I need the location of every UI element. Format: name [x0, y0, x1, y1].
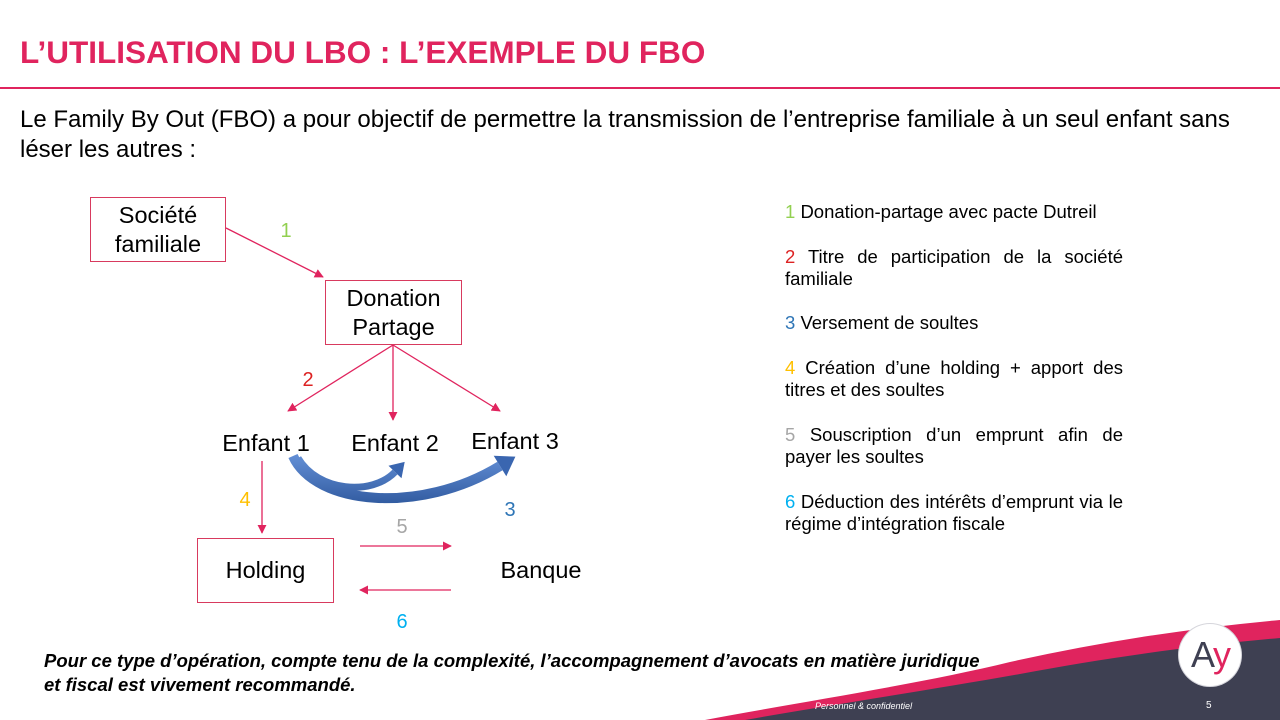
recommendation-note: Pour ce type d’opération, compte tenu de la complexité, l’accompagnement d’avocats en matière juridique et fiscal est vivement recommandé.: [44, 650, 980, 695]
node-enfant-3: Enfant 3: [471, 428, 559, 454]
node-societe-familiale: [90, 197, 226, 262]
step-label-1: 1: [280, 220, 292, 242]
node-donation-partage: [325, 280, 462, 345]
node-holding: [197, 538, 334, 603]
step-label-2: 2: [302, 369, 314, 391]
node-banque: Banque: [500, 557, 582, 583]
node-enfant-2: Enfant 2: [351, 430, 439, 456]
legend-text: Titre de participation de la société familiale: [785, 245, 1124, 289]
step-label-4: 4: [239, 489, 251, 511]
legend-number: 3: [785, 312, 796, 334]
steps-legend: [785, 201, 1123, 558]
legend-item: [785, 491, 1123, 536]
legend-text: Déduction des intérêts d’emprunt via le régime d’intégration fiscale: [785, 490, 1124, 535]
legend-text: Versement de soultes: [800, 312, 979, 334]
legend-item: [785, 201, 1123, 223]
node-societe-familiale-label: Société familiale: [114, 202, 202, 257]
legend-text: Création d’une holding + apport des titres et des soultes: [785, 357, 1123, 401]
page-number: 5: [1206, 700, 1212, 711]
legend-text: Donation-partage avec pacte Dutreil: [800, 201, 1097, 222]
step-label-5: 5: [396, 516, 408, 538]
node-donation-partage-label: Donation Partage: [346, 285, 441, 340]
company-logo: [1179, 624, 1241, 686]
step-label-6: 6: [396, 611, 408, 633]
node-holding-label: Holding: [225, 557, 306, 584]
legend-number: 4: [785, 357, 796, 379]
confidentiality-footer: Personnel & confidentiel: [815, 701, 913, 711]
intro-paragraph: Le Family By Out (FBO) a pour objectif de permettre la transmission de l’entreprise familiale à un seul enfant sans léser les autres :: [20, 106, 1230, 163]
logo-letter-y: y: [1213, 634, 1229, 675]
step-label-3: 3: [504, 499, 516, 521]
legend-number: 6: [785, 490, 796, 512]
legend-number: 1: [785, 201, 796, 222]
legend-item: [785, 357, 1123, 402]
slide-title: L’UTILISATION DU LBO : L’EXEMPLE DU FBO: [20, 34, 706, 70]
legend-number: 2: [785, 245, 796, 267]
logo-letter-a: A: [1190, 634, 1213, 675]
legend-item: [785, 424, 1123, 469]
node-enfant-1: Enfant 1: [222, 430, 310, 456]
legend-number: 5: [785, 423, 796, 445]
legend-item: [785, 246, 1123, 291]
legend-item: [785, 312, 1123, 334]
legend-text: Souscription d’un emprunt afin de payer les soultes: [785, 423, 1123, 468]
